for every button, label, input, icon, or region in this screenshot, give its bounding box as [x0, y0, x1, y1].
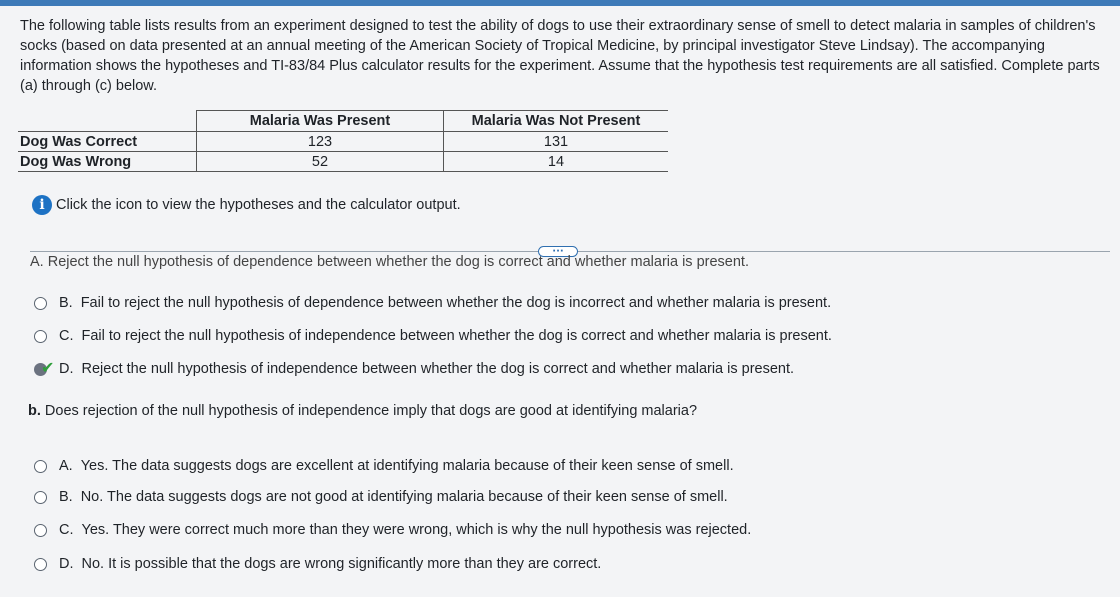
table-row	[18, 132, 668, 152]
cell-correct-not-present: 131	[444, 132, 669, 152]
option-text: Yes. They were correct much more than they were wrong, which is why the null hypothesis was rejected.	[81, 522, 752, 538]
radio-button[interactable]	[34, 491, 47, 504]
cell-wrong-present: 52	[197, 152, 444, 172]
expand-more-button[interactable]: ···	[538, 246, 578, 257]
part-b-question	[28, 403, 697, 419]
part-b-option-b[interactable]	[34, 489, 728, 505]
info-link-text: Click the icon to view the hypotheses and the calculator output.	[56, 197, 461, 213]
table-header-row	[18, 111, 668, 132]
part-b-option-c[interactable]	[34, 522, 751, 538]
radio-button-selected[interactable]	[34, 357, 55, 377]
option-text: Reject the null hypothesis of independence between whether the dog is correct and whether malaria is present.	[81, 361, 795, 377]
info-link[interactable]	[32, 195, 461, 215]
cell-correct-present: 123	[197, 132, 444, 152]
scrolled-option-a	[30, 254, 850, 273]
part-a-option-c[interactable]	[34, 328, 832, 344]
table-corner	[18, 111, 197, 132]
option-text: No. It is possible that the dogs are wrong significantly more than they are correct.	[81, 556, 602, 572]
option-letter: C.	[59, 522, 74, 538]
radio-button[interactable]	[34, 524, 47, 537]
option-text: Fail to reject the null hypothesis of independence between whether the dog is correct and whether malaria is present.	[81, 328, 832, 344]
option-letter: A.	[59, 458, 73, 474]
check-mark-icon: ✔	[41, 357, 55, 377]
option-letter: B.	[59, 295, 73, 311]
option-letter: C.	[59, 328, 74, 344]
part-b-option-a[interactable]	[34, 458, 734, 474]
radio-button[interactable]	[34, 330, 47, 343]
info-icon[interactable]: i	[32, 195, 52, 215]
part-b-label: b.	[28, 403, 41, 419]
option-text: Fail to reject the null hypothesis of dependence between whether the dog is incorrect and whether malaria is present.	[80, 295, 832, 311]
scrolled-option-a-text: A. Reject the null hypothesis of dependence between whether the dog is correct and whether malaria is present.	[30, 254, 749, 270]
option-text: Yes. The data suggests dogs are excellent at identifying malaria because of their keen sense of smell.	[80, 458, 734, 474]
part-b-option-d[interactable]	[34, 556, 601, 572]
part-b-question-text: Does rejection of the null hypothesis of independence imply that dogs are good at identifying malaria?	[44, 403, 698, 419]
top-accent-bar	[0, 0, 1120, 6]
radio-button[interactable]	[34, 460, 47, 473]
column-header-malaria-not-present: Malaria Was Not Present	[444, 111, 669, 132]
option-letter: D.	[59, 556, 74, 572]
results-table	[18, 110, 668, 172]
radio-button[interactable]	[34, 558, 47, 571]
option-letter: D.	[59, 361, 74, 377]
cell-wrong-not-present: 14	[444, 152, 669, 172]
row-header-dog-correct: Dog Was Correct	[18, 132, 197, 152]
radio-button[interactable]	[34, 297, 47, 310]
part-a-option-d[interactable]	[34, 357, 795, 377]
option-letter: B.	[59, 489, 73, 505]
option-text: No. The data suggests dogs are not good at identifying malaria because of their keen sense of smell.	[80, 489, 728, 505]
row-header-dog-wrong: Dog Was Wrong	[18, 152, 197, 172]
column-header-malaria-present: Malaria Was Present	[197, 111, 444, 132]
part-a-option-b[interactable]	[34, 295, 831, 311]
problem-statement: The following table lists results from an experiment designed to test the ability of dogs to use their extraordinary sense of smell to detect malaria in samples of children's socks (based on data presented at an annual meeting of the American Society of Tropical Medicine, by principal investigator Steve Lindsay). The accompanying information shows the hypotheses and TI-83/84 Plus calculator results for the experiment. Assume that the hypothesis test requirements are all satisfied. Complete parts (a) through (c) below.	[20, 18, 1100, 94]
table-row	[18, 152, 668, 172]
